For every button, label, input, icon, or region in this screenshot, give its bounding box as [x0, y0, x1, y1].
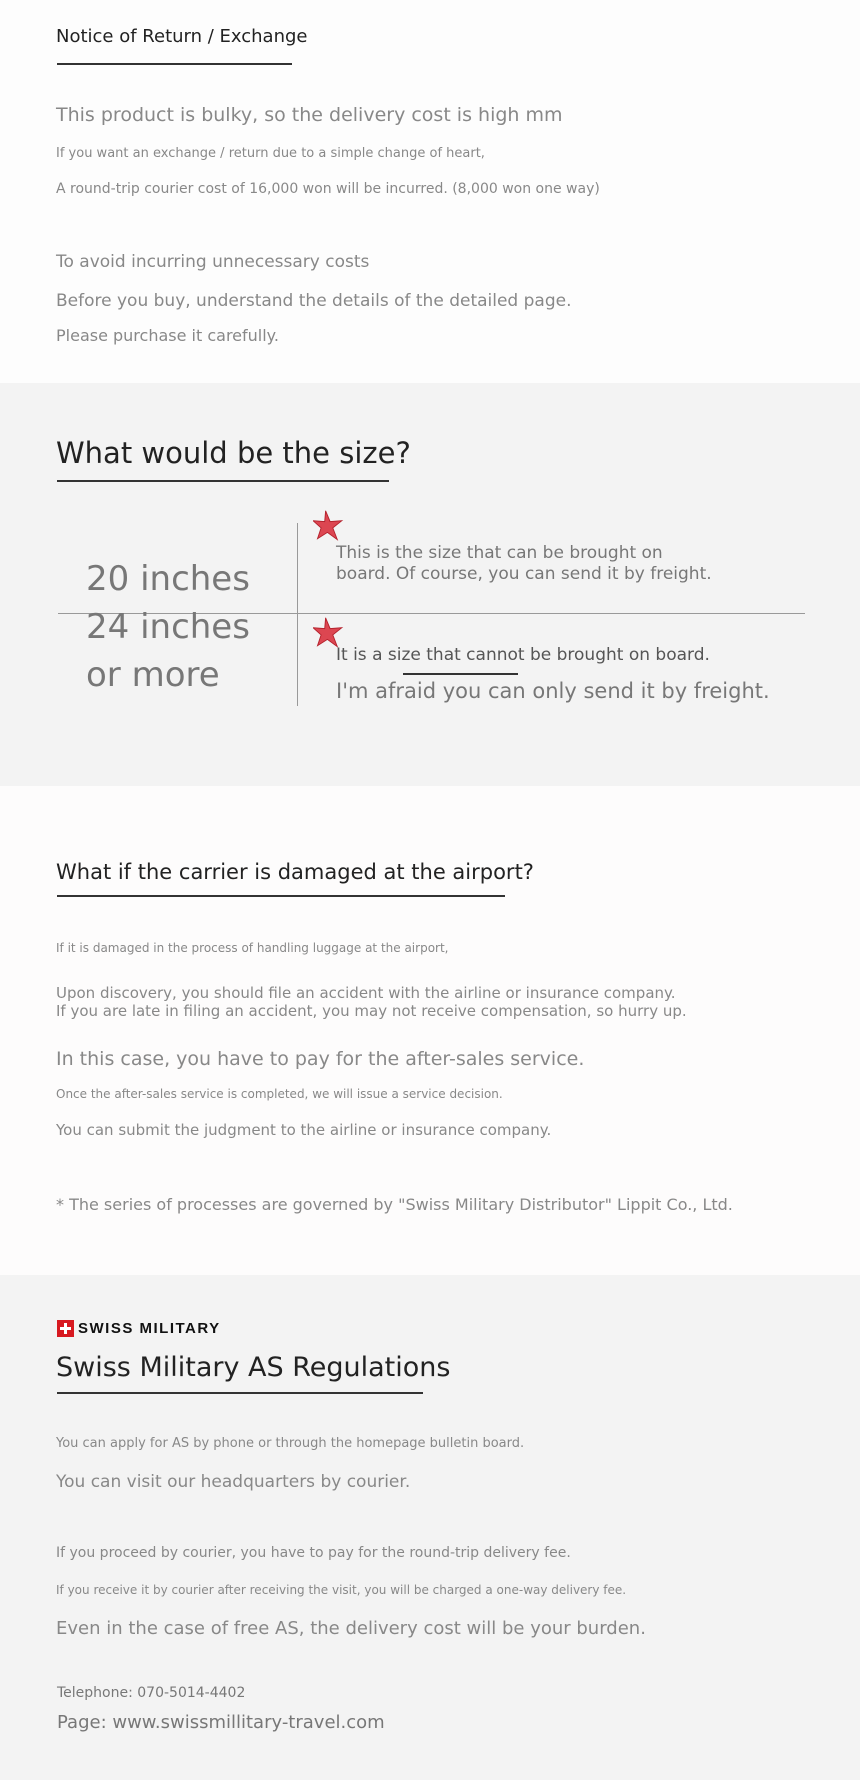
damage-text: You can submit the judgment to the airline or insurance company. — [56, 1121, 552, 1139]
damage-text: Once the after-sales service is completed, we will issue a service decision. — [56, 1087, 503, 1101]
notice-text: Please purchase it carefully. — [56, 326, 279, 345]
size-label: or more — [86, 655, 220, 695]
as-regulations-section — [0, 1275, 860, 1780]
size-description: I'm afraid you can only send it by freight. — [336, 679, 770, 703]
as-title: Swiss Military AS Regulations — [56, 1352, 451, 1383]
size-description: board. Of course, you can send it by freight. — [336, 564, 712, 584]
damage-text: If you are late in filing an accident, you may not receive compensation, so hurry up. — [56, 1002, 687, 1020]
size-description: This is the size that can be brought on — [336, 543, 663, 563]
size-label: 20 inches — [86, 559, 250, 599]
damage-footnote: * The series of processes are governed by "Swiss Military Distributor" Lippit Co., Ltd. — [56, 1195, 733, 1214]
title-underline — [57, 480, 389, 482]
as-text: If you proceed by courier, you have to pay for the round-trip delivery fee. — [56, 1545, 571, 1561]
notice-text: If you want an exchange / return due to a simple change of heart, — [56, 146, 485, 161]
size-section — [0, 383, 860, 786]
title-underline — [57, 63, 292, 65]
damage-text: In this case, you have to pay for the after-sales service. — [56, 1048, 585, 1070]
as-text: You can apply for AS by phone or through the homepage bulletin board. — [56, 1436, 525, 1451]
title-underline — [57, 895, 505, 897]
star-icon — [313, 509, 349, 545]
telephone-text: Telephone: 070-5014-4402 — [57, 1685, 246, 1701]
homepage-text: Page: www.swissmillitary-travel.com — [57, 1712, 385, 1733]
notice-text: Before you buy, understand the details of the detailed page. — [56, 291, 572, 311]
damage-text: Upon discovery, you should file an accident with the airline or insurance company. — [56, 984, 676, 1002]
swiss-military-logo — [57, 1320, 221, 1337]
swiss-cross-icon — [57, 1320, 74, 1337]
emphasis-underline — [403, 673, 518, 675]
return-notice-title: Notice of Return / Exchange — [56, 26, 308, 47]
title-underline — [57, 1392, 423, 1394]
vertical-divider — [297, 523, 298, 706]
damage-section — [0, 786, 860, 1275]
as-text: If you receive it by courier after receiving the visit, you will be charged a one-way delivery fee. — [56, 1583, 627, 1597]
as-text: Even in the case of free AS, the delivery cost will be your burden. — [56, 1618, 646, 1639]
damage-text: If it is damaged in the process of handling luggage at the airport, — [56, 941, 449, 955]
damage-title: What if the carrier is damaged at the airport? — [56, 860, 534, 884]
size-label: 24 inches — [86, 607, 250, 647]
notice-text: A round-trip courier cost of 16,000 won will be incurred. (8,000 won one way) — [56, 181, 600, 197]
return-notice-section — [0, 0, 860, 383]
notice-text: To avoid incurring unnecessary costs — [56, 252, 370, 272]
as-text: You can visit our headquarters by courier. — [56, 1472, 411, 1492]
logo-text: SWISS MILITARY — [78, 1320, 221, 1337]
size-title: What would be the size? — [56, 436, 411, 470]
size-description: It is a size that cannot be brought on board. — [336, 645, 710, 665]
notice-text: This product is bulky, so the delivery cost is high mm — [56, 104, 563, 126]
